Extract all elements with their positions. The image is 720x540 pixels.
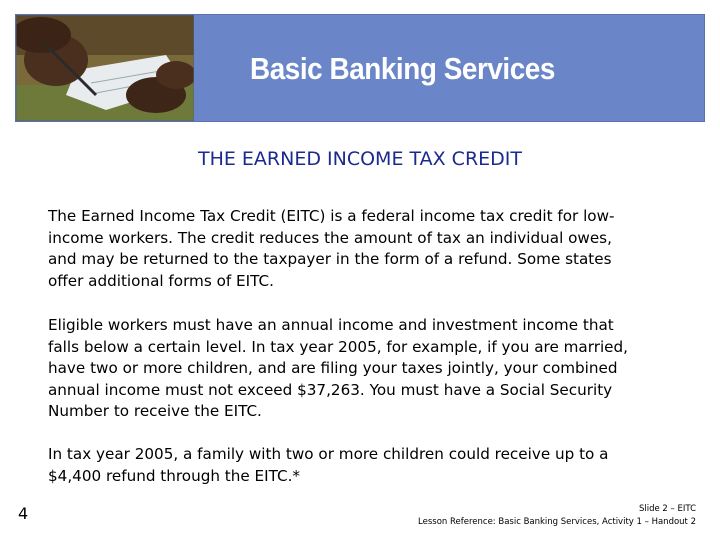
paragraph-line: annual income must not exceed $37,263. You must have a Social Security <box>48 380 613 399</box>
paragraph-line: $4,400 refund through the EITC.* <box>48 466 301 485</box>
paragraph-line: In tax year 2005, a family with two or more children could receive up to a <box>48 445 609 463</box>
paragraph-line: offer additional forms of EITC. <box>48 271 274 290</box>
page-number: 4 <box>18 504 29 523</box>
footer-slide-label: Slide 2 – EITC <box>638 504 696 514</box>
page-title: THE EARNED INCOME TAX CREDIT <box>197 148 522 170</box>
paragraph-line: The Earned Income Tax Credit (EITC) is a federal income tax credit for low- <box>48 207 615 225</box>
paragraph-line: and may be returned to the taxpayer in the form of a refund. Some states <box>48 250 612 268</box>
paragraph-line: Number to receive the EITC. <box>48 402 262 420</box>
paragraph-line: income workers. The credit reduces the amount of tax an individual owes, <box>48 228 612 247</box>
paragraph-line: falls below a certain level. In tax year 2005, for example, if you are married, <box>48 337 628 356</box>
hands-writing-check-photo <box>16 15 194 121</box>
paragraph-line: Eligible workers must have an annual income and investment income that <box>48 316 614 334</box>
paragraph-eligibility <box>48 315 688 423</box>
header-banner <box>15 14 705 122</box>
paragraph-eitc-definition <box>48 206 688 292</box>
paragraph-line: have two or more children, and are filing your taxes jointly, your combined <box>48 359 618 377</box>
footer-lesson-reference: Lesson Reference: Basic Banking Services, Activity 1 – Handout 2 <box>418 517 696 527</box>
banner-title: Basic Banking Services <box>250 51 555 86</box>
paragraph-refund-example <box>48 444 688 487</box>
